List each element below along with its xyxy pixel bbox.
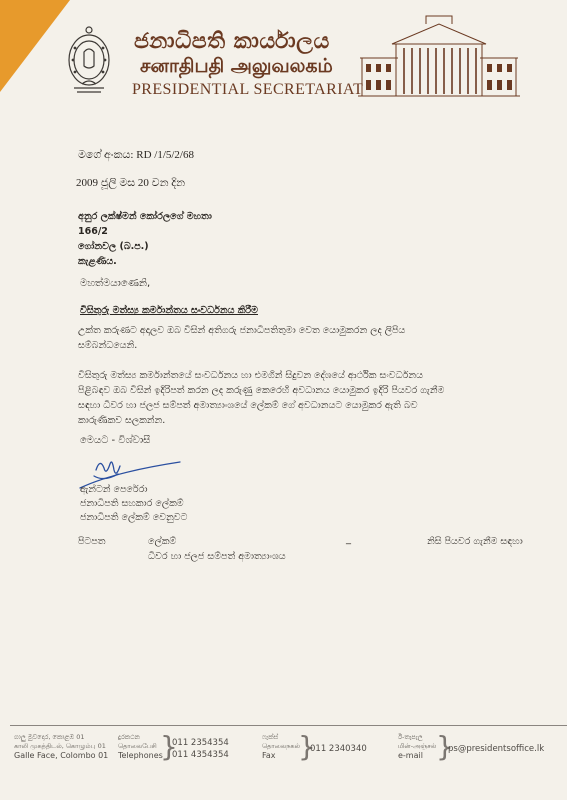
footer-fax-label <box>262 733 300 760</box>
footer-tel-ta: தொலைபேசி <box>118 742 157 750</box>
signatory-block <box>80 483 187 525</box>
footer-address-si: ගාලු මුවදොර, කොළඹ 01 <box>14 733 85 741</box>
salutation: මහත්මයාණෙනි, <box>80 278 151 289</box>
body-paragraph-2 <box>78 368 498 428</box>
letterhead-title-sinhala: ජනාධිපති කාර්යාලය <box>134 28 330 54</box>
copy-action: නිසි පියවර ගැනීම සඳහා <box>427 536 523 547</box>
copy-recipient-title: ලේකම් <box>148 536 177 547</box>
footer-fax-si: ෆැක්ස් <box>262 733 279 741</box>
copy-dash: _ <box>346 534 351 545</box>
signatory-name: ඇන්ටන් පෙරේරා <box>80 484 148 495</box>
footer-email-label <box>398 733 436 760</box>
copy-recipient <box>148 534 286 564</box>
paragraph-line: සම්බන්ධයෙනි. <box>78 340 138 351</box>
footer-tel-en: Telephones <box>118 751 163 760</box>
state-emblem-icon <box>64 26 114 98</box>
body-paragraph-1 <box>78 323 498 353</box>
signatory-title: ජනාධිපති සහකාර ලේකම් <box>80 498 184 509</box>
subject-line: විසිතුරු මත්ස්‍ය කර්මාන්තය සංවර්ධනය කිරීම <box>80 305 258 316</box>
copy-label: පිටපත <box>78 536 106 547</box>
paragraph-line: පිළිබඳව ඔබ විසින් ඉදිරිපත් කරන ලද කරුණු කෙරෙහි අවධානය යොමුකර ඉදිරි පියවර ගැනීම <box>78 385 445 396</box>
recipient-address <box>78 209 212 269</box>
footer-brace: } <box>160 730 178 763</box>
address-line: 166/2 <box>78 226 108 237</box>
footer-tel-numbers <box>172 737 229 761</box>
footer-address-ta: காலி முகத்திடல், கொழும்பு 01 <box>14 742 106 750</box>
footer-brace: } <box>298 730 316 763</box>
copy-recipient-ministry: ධීවර හා ජලජ සම්පත් අමාත්‍යාංශය <box>148 551 286 562</box>
footer-address-en: Galle Face, Colombo 01 <box>14 751 109 760</box>
signatory-capacity: ජනාධිපති ලේකම් වෙනුවට <box>80 512 188 523</box>
letter-date: 2009 ජූලි මස 20 වන දින <box>76 177 186 189</box>
secretariat-building-icon <box>356 12 522 98</box>
footer-address <box>14 733 108 760</box>
footer-divider <box>10 725 567 726</box>
paragraph-line: උක්ත කරුණට අදාලව ඔබ විසින් අතිගරු ජනාධිපතිතුමා වෙත යොමුකරන ලද ලිපිය <box>78 325 406 336</box>
reference-number: මගේ අංකය: RD /1/5/2/68 <box>78 149 194 161</box>
letterhead-title-tamil: சனாதிபதி அலுவலகம் <box>140 55 333 77</box>
address-line: කැළණිය. <box>78 256 117 267</box>
closing-line: මෙයට - විශ්වාසී <box>80 435 151 446</box>
footer-tel-number: 011 2354354 <box>172 738 229 748</box>
footer-telephone-label <box>118 733 163 760</box>
footer-fax-number: 011 2340340 <box>310 744 367 754</box>
footer-email-address: ps@presidentsoffice.lk <box>448 744 545 754</box>
footer-fax-en: Fax <box>262 751 276 760</box>
footer-email-ta: மின்-அஞ்சல் <box>398 742 437 750</box>
footer-email-si: ඊ-තැපැල <box>398 733 423 741</box>
footer-tel-number: 011 4354354 <box>172 750 229 760</box>
footer-brace: } <box>436 730 454 763</box>
footer-tel-si: දුරකථන <box>118 733 140 741</box>
corner-accent <box>0 0 70 92</box>
letterhead-title-english: PRESIDENTIAL SECRETARIAT <box>132 81 364 98</box>
paragraph-line: විසිතුරු මත්ස්‍ය කර්මාන්තයේ සංවර්ධනය හා එමගින් සිදුවන දේශයේ ආර්ථික සංවර්ධනය <box>78 370 423 381</box>
footer-email-en: e-mail <box>398 751 423 760</box>
address-line: ගෝනවල (බ.ප.) <box>78 241 149 252</box>
address-line: අනුර ලක්ෂ්මන් කෝරලගේ මහතා <box>78 211 212 222</box>
footer-fax-ta: தொலைநகல் <box>262 742 300 750</box>
paragraph-line: කාරුණිකව සලකන්න. <box>78 415 166 426</box>
paragraph-line: සඳහා ධීවර හා ජලජ සම්පත් අමාත්‍යාංශයේ ලේකම් ගේ අවධානයට යොමුකර ඇති බව <box>78 400 418 411</box>
